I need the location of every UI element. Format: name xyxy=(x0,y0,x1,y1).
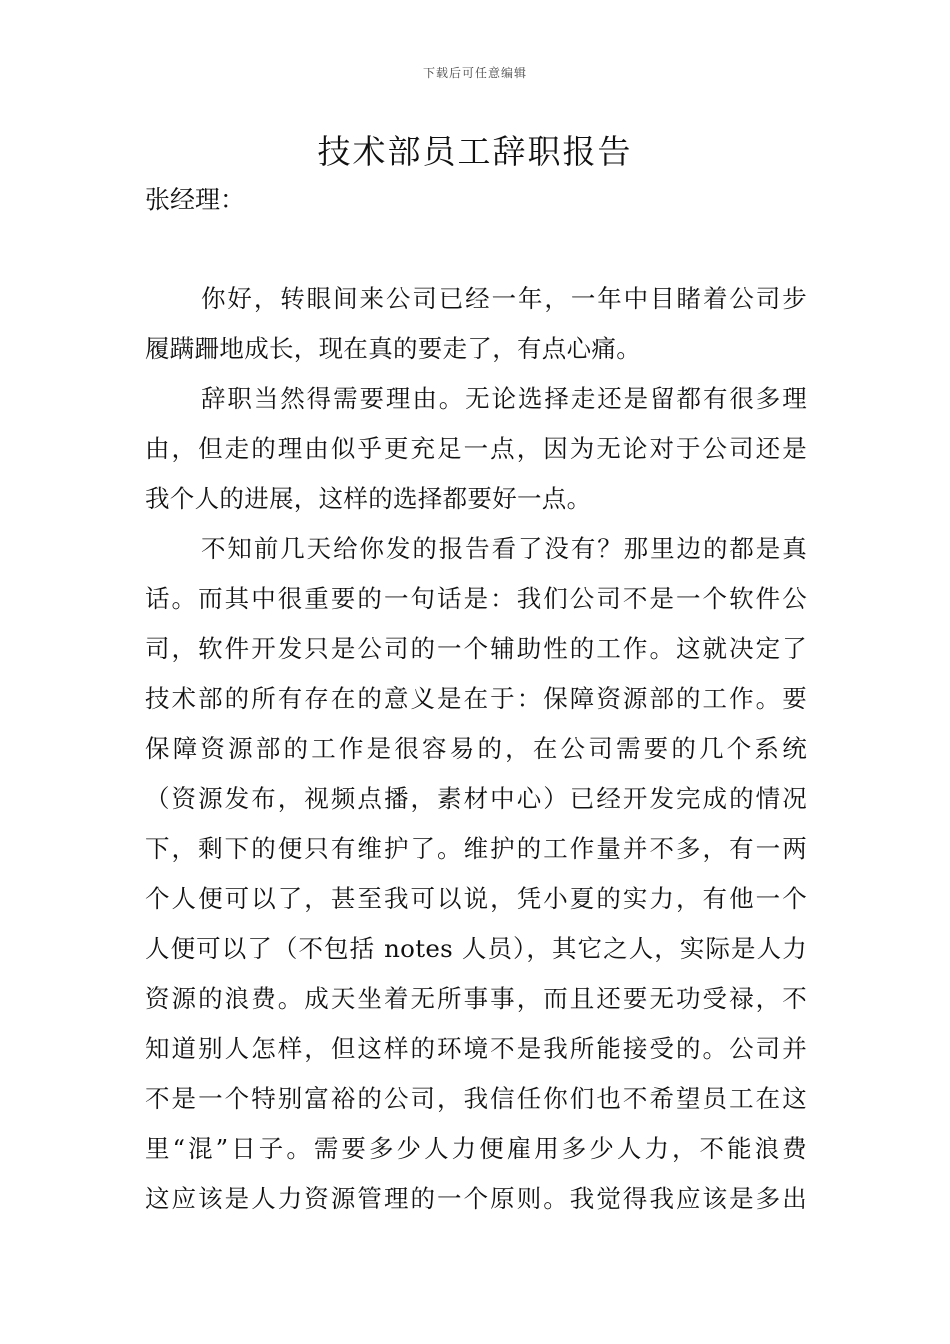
paragraph-3-line-5: 保障资源部的工作是很容易的，在公司需要的几个系统 xyxy=(145,734,807,763)
paragraph-3-line-13: 里“混”日子。需要多少人力便雇用多少人力，不能浪费 xyxy=(145,1134,807,1163)
paragraph-3-line-4: 技术部的所有存在的意义是在于：保障资源部的工作。要 xyxy=(145,684,807,713)
paragraph-3-line-10: 资源的浪费。成天坐着无所事事，而且还要无功受禄，不 xyxy=(145,984,807,1013)
paragraph-2-line-3: 我个人的进展，这样的选择都要好一点。 xyxy=(145,484,592,513)
paragraph-3-line-3: 司，软件开发只是公司的一个辅助性的工作。这就决定了 xyxy=(145,634,807,663)
header-note: 下载后可任意编辑 xyxy=(422,66,527,80)
document-title: 技术部员工辞职报告 xyxy=(317,132,633,171)
paragraph-3-line-7: 下，剩下的便只有维护了。维护的工作量并不多，有一两 xyxy=(145,834,807,863)
paragraph-2-line-1: 辞职当然得需要理由。无论选择走还是留都有很多理 xyxy=(201,384,807,413)
paragraph-3-line-2: 话。而其中很重要的一句话是：我们公司不是一个软件公 xyxy=(145,584,807,613)
paragraph-3-line-12: 不是一个特别富裕的公司，我信任你们也不希望员工在这 xyxy=(145,1084,807,1113)
letter-body xyxy=(145,274,807,1224)
paragraph-3-line-9: 人便可以了（不包括 notes 人员），其它之人，实际是人力 xyxy=(145,934,807,963)
paragraph-1-line-1: 你好，转眼间来公司已经一年，一年中目睹着公司步 xyxy=(201,284,807,313)
paragraph-1-line-2: 履蹒跚地成长，现在真的要走了，有点心痛。 xyxy=(145,334,641,363)
salutation: 张经理： xyxy=(145,185,246,214)
paragraph-3-line-6: （资源发布，视频点播，素材中心）已经开发完成的情况 xyxy=(145,784,807,813)
paragraph-3-line-1: 不知前几天给你发的报告看了没有？那里边的都是真 xyxy=(201,534,807,563)
paragraph-3-line-14: 这应该是人力资源管理的一个原则。我觉得我应该是多出 xyxy=(145,1184,807,1213)
paragraph-3-line-11: 知道别人怎样，但这样的环境不是我所能接受的。公司并 xyxy=(145,1034,807,1063)
paragraph-3-line-8: 个人便可以了，甚至我可以说，凭小夏的实力，有他一个 xyxy=(145,884,807,913)
paragraph-2-line-2: 由，但走的理由似乎更充足一点，因为无论对于公司还是 xyxy=(145,434,807,463)
